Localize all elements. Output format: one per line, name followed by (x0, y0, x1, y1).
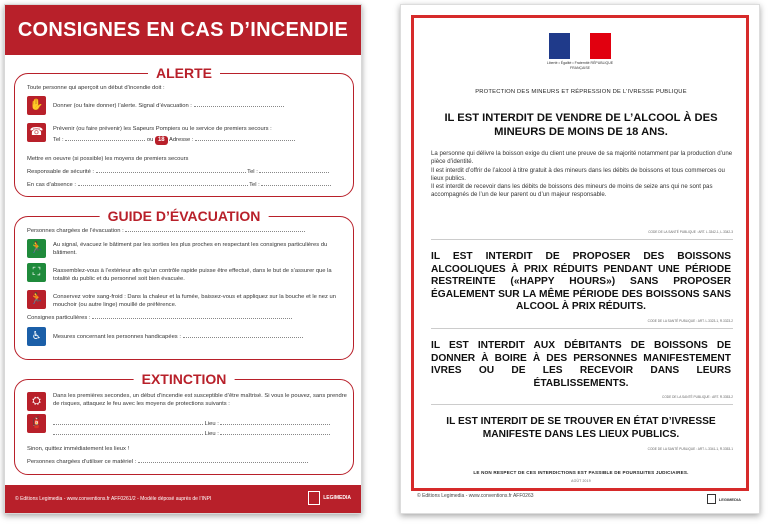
reference-3: CODE DE LA SANTÉ PUBLIQUE : ART. R.3353-2 (662, 395, 733, 399)
tel-label-3: Tel : (249, 182, 260, 188)
paragraph-id-proof: La personne qui délivre la boisson exige du client une preuve de sa majorité notamment par la production d’une pièce d’identité. (431, 150, 733, 166)
evacuation-item-3: Conservez votre sang-froid : Dans la chaleur et la fumée, baissez-vous et appliquez sur la bouche et le nez un mouchoir (ou autre linge) mouillé de préférence. (53, 294, 336, 308)
right-poster-footer: © Editions Legimedia - www.conventions.fr AFF0263 (417, 493, 534, 499)
evacuation-section (14, 208, 354, 360)
evacuation-item-2: Rassemblez-vous à l’extérieur afin qu’un contrôle rapide puisse être effectué, dans le but de s’assurer que la totalité du public et du personnel soit bien évacuée. (53, 268, 332, 282)
emergency-number-badge: 18 (155, 136, 168, 145)
tel-field (65, 140, 145, 141)
ou-label: ou (146, 137, 154, 143)
legal-notice: LE NON RESPECT DE CES INTERDICTIONS EST PASSIBLE DE POURSUITES JUDICIAIRES. (473, 470, 689, 475)
fire-extinguisher-icon: 🧯 (27, 414, 46, 433)
marianne-logo (549, 33, 611, 59)
extinction-section (14, 371, 354, 475)
heading-drunk-persons: IL EST INTERDIT AUX DÉBITANTS DE BOISSONS DE DONNER À BOIRE À DES PERSONNES MANIFESTEMENT IVRES OU DE LES RECEVOIR DANS LEURS ÉTABLISSEMENTS. (431, 340, 731, 389)
fire-hose-icon: ⛭ (27, 392, 46, 411)
left-poster-footer (5, 485, 361, 513)
alerte-intro: Toute personne qui aperçoit un début d’incendie doit : (27, 85, 165, 91)
marianne-white-band (570, 33, 591, 59)
emergency-exit-icon: 🏃 (27, 239, 46, 258)
evacuation-item-1: Au signal, évacuez le bâtiment par les sorties les plus proches en respectant les consignes particulières du bâtiment. (53, 242, 328, 256)
heading-happy-hours: IL EST INTERDIT DE PROPOSER DES BOISSONS ALCOOLIQUES À PRIX RÉDUITS PENDANT UNE PÉRIODE RESTREINTE («HAPPY HOURS») SANS PROPOSER ÉGALEMENT SUR LA MÊME PÉRIODE DES BOISSONS SANS ALCOOL À PRIX RÉDUITS. (431, 251, 731, 312)
marianne-red-band (590, 33, 611, 59)
phone-icon: ☎ (27, 123, 46, 142)
lieu-label-2: Lieu : (204, 431, 219, 437)
absence-label: En cas d’absence : (27, 182, 76, 188)
legimedia-logo-text: LEGIMEDIA (323, 495, 351, 501)
poster-title: CONSIGNES EN CAS D’INCENDIE (5, 5, 361, 55)
reference-1: CODE DE LA SANTÉ PUBLIQUE : ART. L.3342-1, L.3342-3 (648, 230, 733, 234)
separator (431, 328, 733, 329)
poster-date: AOÛT 2019 (571, 479, 591, 483)
fire-instructions-poster (4, 4, 362, 514)
personnes-label: Personnes chargées d’utiliser ce matériel : (27, 459, 137, 465)
evacuation-intro: Personnes chargées de l’évacuation : (27, 228, 124, 234)
separator (431, 239, 733, 240)
adresse-label: Adresse : (168, 137, 194, 143)
republique-francaise-text: Liberté • Égalité • Fraternité RÉPUBLIQUE FRANÇAISE (546, 61, 614, 70)
lieu-label-1: Lieu : (204, 421, 219, 427)
left-footer-text: © Editions Legimedia - www.conventions.fr AFF0261/2 - Modèle déposé auprès de l’INPI (15, 496, 212, 502)
sinon-text: Sinon, quittez immédiatement les lieux ! (27, 446, 130, 452)
alerte-title: ALERTE (148, 64, 220, 82)
extinction-item-1: Dans les premières secondes, un début d’incendie est susceptible d’être maîtrisé. Si vous le pouvez, sans prendre de risques, attaquez le feu avec les moyens de protections suivants : (53, 393, 347, 407)
poster-subject: PROTECTION DES MINEURS ET RÉPRESSION DE L’IVRESSE PUBLIQUE (475, 89, 687, 95)
premiers-secours-line: Mettre en oeuvre (si possible) les moyens de premiers secours (27, 156, 189, 162)
marianne-blue-band (549, 33, 570, 59)
consignes-label: Consignes particulières : (27, 315, 91, 321)
adresse-field (195, 140, 295, 141)
tel-label-2: Tel : (247, 169, 258, 175)
paragraph-free-alcohol: Il est interdit d’offrir de l’alcool à titre gratuit à des mineurs dans les débits de boissons et tous commerces ou lieux publics. (431, 166, 725, 182)
extinction-title: EXTINCTION (134, 370, 235, 388)
evacuation-item-4: Mesures concernant les personnes handicapées : (53, 334, 181, 340)
alcohol-regulation-poster (400, 4, 760, 514)
paragraph-under-16: Il est interdit de recevoir dans les débits de boissons des mineurs de moins de seize ans qui ne sont pas accompagnés de l’un de leur parent ou d’un majeur responsable. (431, 183, 713, 199)
assembly-point-icon: ⛶ (27, 263, 46, 282)
legimedia-logo-icon (308, 491, 320, 505)
alerte-item-2: Prévenir (ou faire prévenir) les Sapeurs Pompiers ou le service de premiers secours : (53, 126, 272, 132)
smoke-crawl-icon: 🏃 (27, 290, 46, 309)
evacuation-title: GUIDE D’ÉVACUATION (100, 207, 269, 225)
responsable-label: Responsable de sécurité : (27, 169, 95, 175)
legimedia-logo (707, 494, 741, 504)
heading-public-drunkenness: IL EST INTERDIT DE SE TROUVER EN ÉTAT D’IVRESSE MANIFESTE DANS LES LIEUX PUBLICS. (446, 416, 716, 440)
separator (431, 404, 733, 405)
legimedia-logo (308, 491, 351, 505)
reference-4: CODE DE LA SANTÉ PUBLIQUE : ART. L.3341-1, R.3353-1 (647, 447, 733, 451)
reference-2: CODE DE LA SANTÉ PUBLIQUE : ART. L.3323-1, R.3323-2 (647, 319, 733, 323)
alerte-item-1: Donner (ou faire donner) l’alerte. Signal d’évacuation : (53, 103, 192, 109)
legimedia-logo-text: LEGIMEDIA (718, 496, 741, 502)
alerte-section (14, 65, 354, 197)
signal-field (194, 106, 284, 107)
heading-minors: IL EST INTERDIT DE VENDRE DE L’ALCOOL À DES MINEURS DE MOINS DE 18 ANS. (444, 112, 718, 138)
wheelchair-icon: ♿ (27, 327, 46, 346)
legimedia-logo-icon (707, 494, 716, 504)
tel-label: Tel : (53, 137, 64, 143)
alarm-icon: ✋ (27, 96, 46, 115)
